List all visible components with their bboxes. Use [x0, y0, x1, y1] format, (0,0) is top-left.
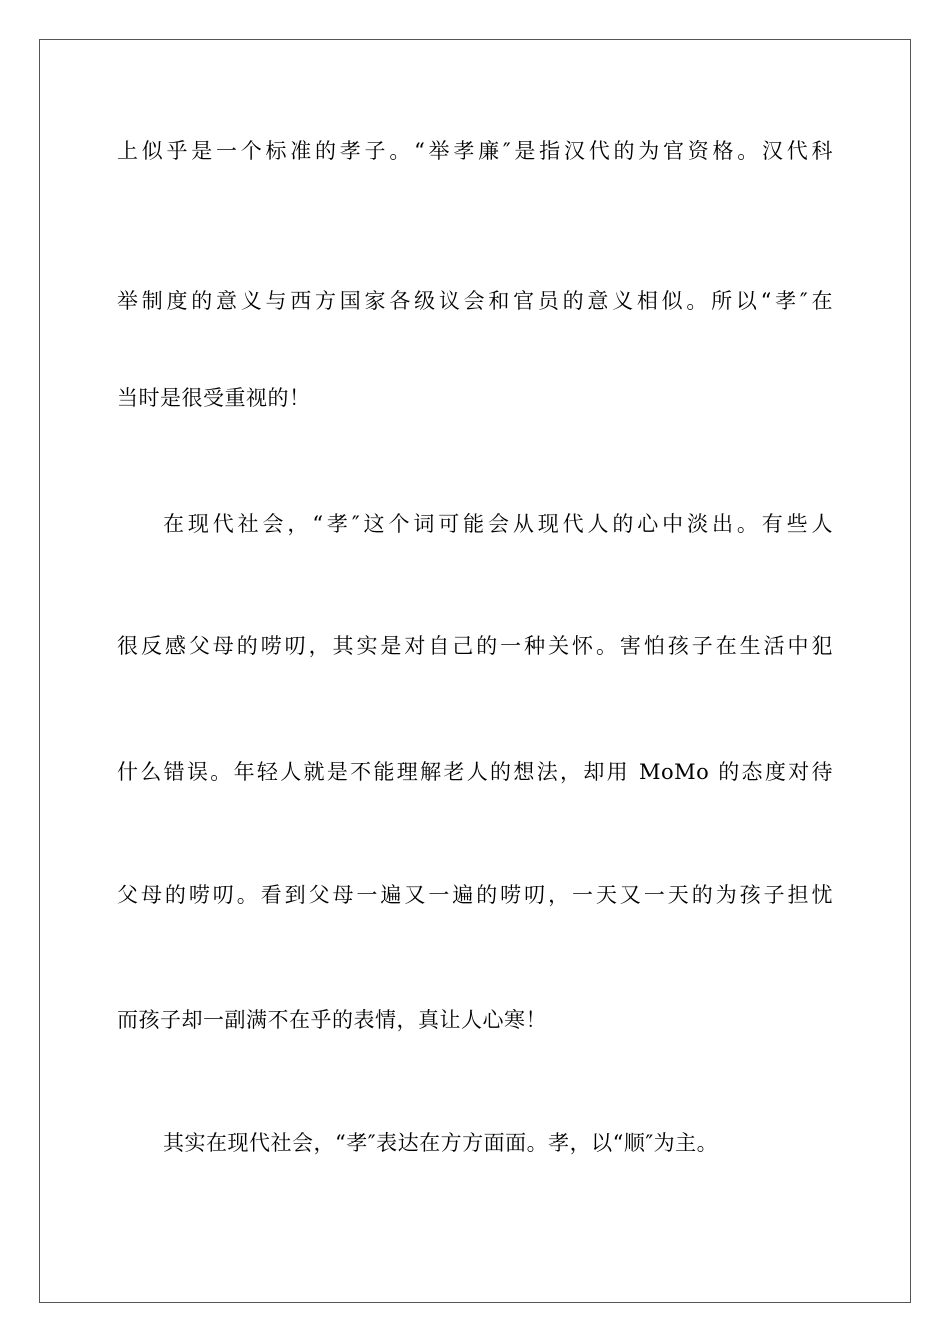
paragraph-line-5: 很反感父母的唠叨，其实是对自己的一种关怀。害怕孩子在生活中犯: [117, 634, 833, 658]
paragraph-line-3: 当时是很受重视的！: [117, 386, 311, 410]
paragraph-line-8: 而孩子却一副满不在乎的表情，真让人心寒！: [117, 1008, 547, 1032]
paragraph-line-9: 其实在现代社会，“孝″表达在方方面面。孝，以“顺″为主。: [163, 1131, 719, 1155]
paragraph-line-4: 在现代社会，“孝″这个词可能会从现代人的心中淡出。有些人: [163, 512, 833, 536]
page-border: [39, 39, 911, 1303]
paragraph-line-6: 什么错误。年轻人就是不能理解老人的想法，却用 MoMo 的态度对待: [117, 760, 833, 784]
paragraph-line-2: 举制度的意义与西方国家各级议会和官员的意义相似。所以“孝″在: [117, 289, 833, 313]
paragraph-line-7: 父母的唠叨。看到父母一遍又一遍的唠叨，一天又一天的为孩子担忧: [117, 883, 833, 907]
paragraph-line-1: 上似乎是一个标准的孝子。“举孝廉″是指汉代的为官资格。汉代科: [117, 139, 833, 163]
